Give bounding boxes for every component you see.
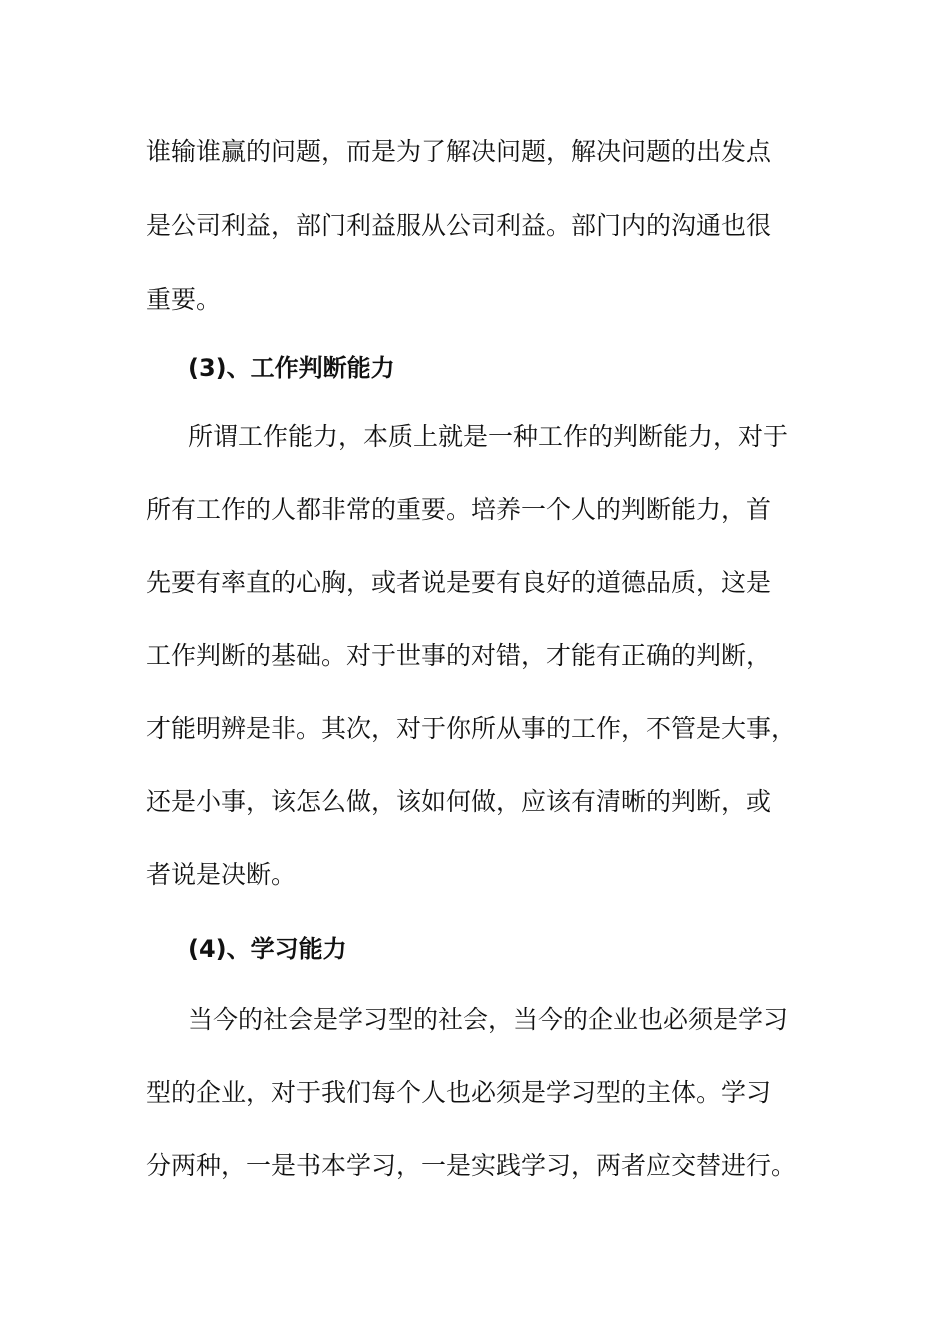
body-text-line: 所有工作的人都非常的重要。培养一个人的判断能力，首 bbox=[146, 495, 772, 524]
body-text-line: 还是小事，该怎么做，该如何做，应该有清晰的判断，或 bbox=[146, 787, 772, 816]
section-heading-4: (4)、学习能力 bbox=[188, 935, 347, 963]
body-text-line: 所谓工作能力，本质上就是一种工作的判断能力，对于 bbox=[188, 422, 789, 451]
body-text-line: 当今的社会是学习型的社会，当今的企业也必须是学习 bbox=[188, 1005, 789, 1034]
body-text-line: 才能明辨是非。其次，对于你所从事的工作，不管是大事， bbox=[146, 714, 797, 743]
body-text-line: 工作判断的基础。对于世事的对错，才能有正确的判断， bbox=[146, 641, 772, 670]
body-text-line: 谁输谁赢的问题，而是为了解决问题，解决问题的出发点 bbox=[146, 137, 772, 166]
body-text-line: 型的企业，对于我们每个人也必须是学习型的主体。学习 bbox=[146, 1078, 772, 1107]
section-heading-3: (3)、工作判断能力 bbox=[188, 354, 395, 382]
body-text-line: 分两种，一是书本学习，一是实践学习，两者应交替进行。 bbox=[146, 1151, 797, 1180]
body-text-line: 是公司利益，部门利益服从公司利益。部门内的沟通也很 bbox=[146, 211, 772, 240]
body-text-line: 重要。 bbox=[146, 285, 222, 314]
body-text-line: 者说是决断。 bbox=[146, 860, 297, 889]
body-text-line: 先要有率直的心胸，或者说是要有良好的道德品质，这是 bbox=[146, 568, 772, 597]
